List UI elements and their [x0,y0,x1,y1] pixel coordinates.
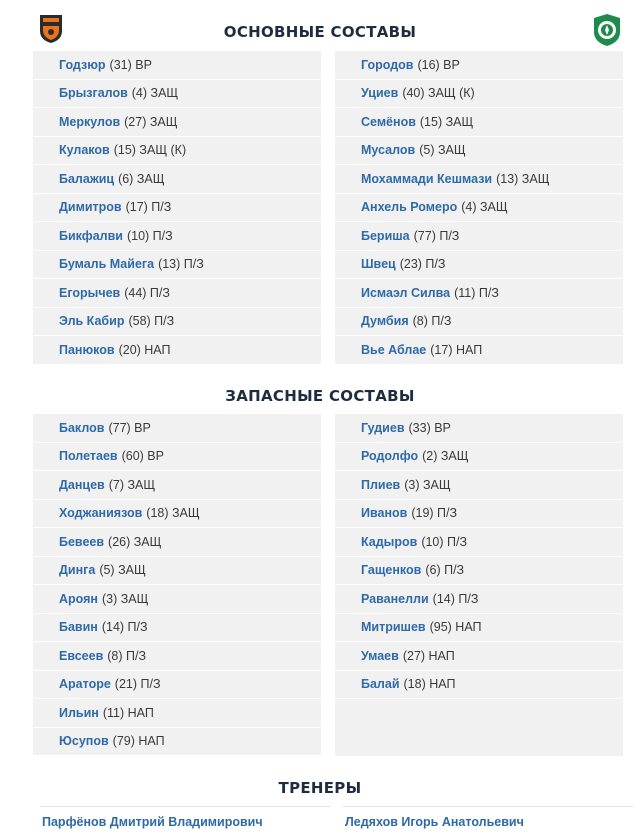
player-row [33,308,321,337]
player-name-link[interactable]: Балажиц [59,171,115,186]
player-number-position: (14) П/З [101,620,148,635]
player-row [335,165,623,194]
player-number-position: (10) П/З [126,228,173,243]
player-row [33,699,321,728]
player-row [33,336,321,365]
player-name-link[interactable]: Юсупов [59,734,109,749]
player-row [33,671,321,700]
player-name-link[interactable]: Годзюр [59,57,106,72]
player-row [33,194,321,223]
player-name-link[interactable]: Умаев [361,648,399,663]
player-name-link[interactable]: Вье Аблае [361,342,427,357]
player-number-position: (77) ВР [108,420,151,435]
player-name-link[interactable]: Динга [59,563,96,578]
player-name-link[interactable]: Бикфалви [59,228,123,243]
player-number-position: (16) ВР [417,57,460,72]
player-number-position: (77) П/З [413,228,460,243]
player-number-position: (18) НАП [403,677,456,692]
player-number-position: (3) ЗАЩ [404,477,451,492]
player-row [335,222,623,251]
player-name-link[interactable]: Бевеев [59,534,105,549]
starting-lineups-title: ОСНОВНЫЕ СОСТАВЫ [223,23,417,41]
player-row [33,642,321,671]
player-number-position: (20) НАП [118,342,171,357]
away-starting-lineup [335,51,623,364]
player-row [335,51,623,80]
player-name-link[interactable]: Гудиев [361,420,405,435]
player-row [335,642,623,671]
player-name-link[interactable]: Ароян [59,591,98,606]
player-row [335,614,623,643]
player-number-position: (6) П/З [425,563,465,578]
player-row [335,500,623,529]
player-row [33,614,321,643]
player-name-link[interactable]: Швец [361,257,396,272]
player-number-position: (4) ЗАЩ [461,200,508,215]
player-row [335,108,623,137]
player-name-link[interactable]: Мусалов [361,143,416,158]
player-name-link[interactable]: Ходжаниязов [59,506,143,521]
player-row [33,471,321,500]
player-row [33,500,321,529]
player-number-position: (31) ВР [109,57,152,72]
player-row [33,51,321,80]
player-name-link[interactable]: Бумаль Майега [59,257,155,272]
player-number-position: (8) П/З [412,314,452,329]
player-name-link[interactable]: Араторе [59,677,111,692]
player-name-link[interactable]: Думбия [361,314,409,329]
player-name-link[interactable]: Баклов [59,420,105,435]
player-number-position: (18) ЗАЩ [146,506,200,521]
player-row [33,165,321,194]
player-row [33,443,321,472]
player-name-link[interactable]: Митришев [361,620,426,635]
player-number-position: (13) П/З [158,257,204,272]
player-number-position: (95) НАП [429,620,482,635]
player-row [335,137,623,166]
player-name-link[interactable]: Бериша [361,228,410,243]
player-row [335,336,623,365]
player-number-position: (17) П/З [125,200,172,215]
player-row [33,279,321,308]
player-number-position: (15) ЗАЩ (К) [113,143,187,158]
player-number-position: (23) П/З [399,257,446,272]
player-number-position: (5) ЗАЩ [99,563,146,578]
player-row [335,414,623,443]
player-name-link[interactable]: Эль Кабир [59,314,125,329]
player-number-position: (10) П/З [421,534,468,549]
player-number-position: (11) П/З [454,285,499,300]
player-row [33,557,321,586]
player-number-position: (21) П/З [114,677,161,692]
player-name-link[interactable]: Родолфо [361,449,419,464]
player-name-link[interactable]: Плиев [361,477,401,492]
player-number-position: (5) ЗАЩ [419,143,466,158]
player-row [335,279,623,308]
player-row [335,671,623,700]
player-name-link[interactable]: Брызгалов [59,86,128,101]
player-row [33,528,321,557]
player-row [335,528,623,557]
player-name-link[interactable]: Бавин [59,620,98,635]
away-coach-link[interactable]: Ледяхов Игорь Анатольевич [343,806,633,836]
player-row [33,137,321,166]
player-name-link[interactable]: Уциев [361,86,399,101]
player-name-link[interactable]: Полетаев [59,449,118,464]
player-name-link[interactable]: Раванелли [361,591,429,606]
substitutes-title: ЗАПАСНЫЕ СОСТАВЫ [225,387,415,405]
player-row [335,308,623,337]
player-name-link[interactable]: Ильин [59,705,99,720]
player-number-position: (8) П/З [107,648,147,663]
player-number-position: (26) ЗАЩ [108,534,162,549]
player-row [33,414,321,443]
player-number-position: (14) П/З [432,591,479,606]
player-number-position: (27) НАП [402,648,455,663]
player-name-link[interactable]: Анхель Ромеро [361,200,458,215]
player-row [335,585,623,614]
player-number-position: (3) ЗАЩ [101,591,149,606]
player-number-position: (58) П/З [128,314,175,329]
player-number-position: (60) ВР [121,449,164,464]
player-number-position: (79) НАП [112,734,165,749]
player-name-link[interactable]: Кулаков [59,143,110,158]
coaches-title: ТРЕНЕРЫ [278,779,362,797]
player-number-position: (27) ЗАЩ [124,114,178,129]
player-number-position: (33) ВР [408,420,451,435]
player-number-position: (19) П/З [411,506,458,521]
player-name-link[interactable]: Меркулов [59,114,121,129]
player-name-link[interactable]: Димитров [59,200,122,215]
home-substitutes [33,414,321,756]
player-number-position: (6) ЗАЩ [118,171,165,186]
player-name-link[interactable]: Балай [361,677,400,692]
player-row [335,251,623,280]
player-number-position: (44) П/З [124,285,170,300]
player-row [335,194,623,223]
player-number-position: (15) ЗАЩ [419,114,474,129]
player-name-link[interactable]: Семёнов [361,114,416,129]
player-row [33,585,321,614]
player-name-link[interactable]: Исмаэл Силва [361,285,451,300]
player-name-link[interactable]: Мохаммади Кешмази [361,171,493,186]
player-number-position: (40) ЗАЩ (К) [402,86,475,101]
player-name-link[interactable]: Евсеев [59,648,104,663]
player-name-link[interactable]: Городов [361,57,414,72]
player-number-position: (7) ЗАЩ [108,477,156,492]
home-starting-lineup [33,51,321,364]
player-number-position: (11) НАП [102,705,154,720]
player-number-position: (4) ЗАЩ [131,86,179,101]
player-number-position: (17) НАП [430,342,483,357]
player-name-link[interactable]: Кадыров [361,534,418,549]
player-row [335,471,623,500]
player-row [33,251,321,280]
player-name-link[interactable]: Егорычев [59,285,121,300]
player-row [335,80,623,109]
away-substitutes [335,414,623,756]
player-row [335,557,623,586]
player-row [335,443,623,472]
player-number-position: (13) ЗАЩ [496,171,550,186]
player-name-link[interactable]: Иванов [361,506,408,521]
player-row [33,222,321,251]
player-number-position: (2) ЗАЩ [422,449,469,464]
home-coach-link[interactable]: Парфёнов Дмитрий Владимирович [40,806,330,836]
player-name-link[interactable]: Данцев [59,477,105,492]
player-row [33,80,321,109]
player-name-link[interactable]: Гащенков [361,563,422,578]
player-row [33,728,321,757]
player-name-link[interactable]: Панюков [59,342,115,357]
player-row [33,108,321,137]
